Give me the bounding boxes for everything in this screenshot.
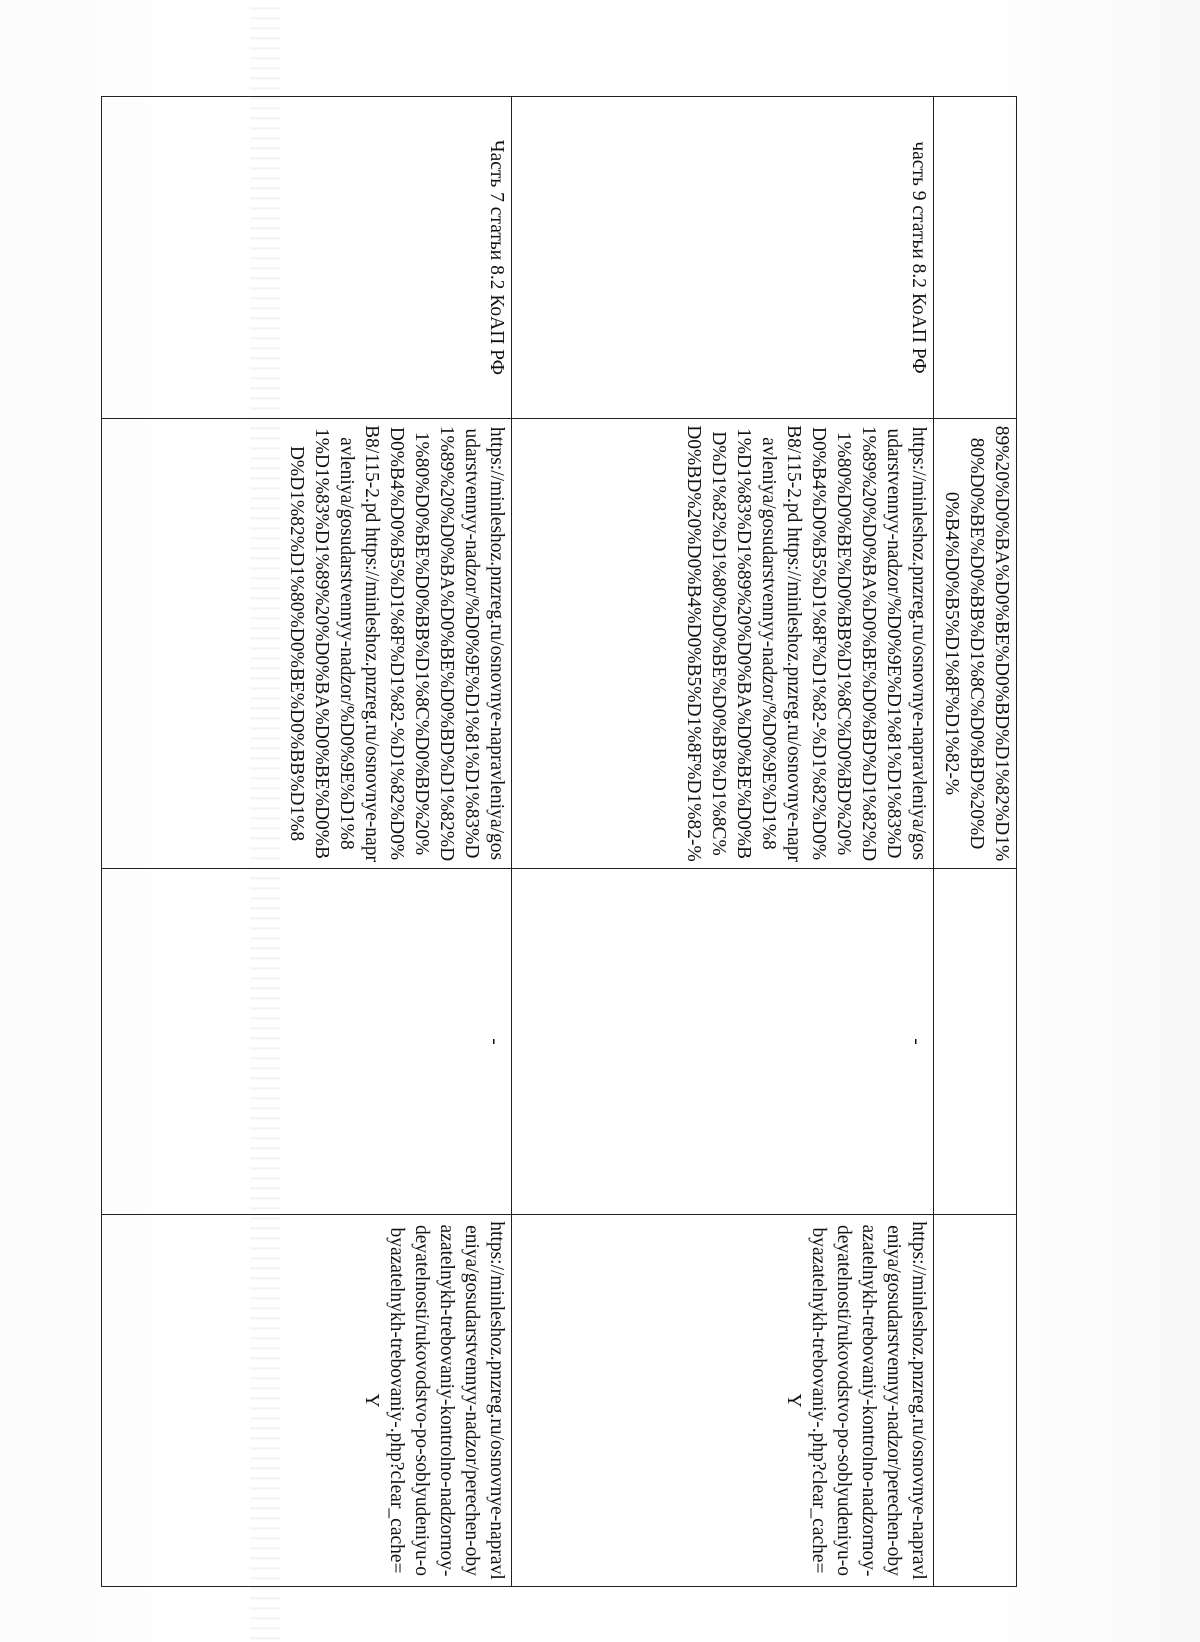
table-cell-extra <box>934 869 1017 1215</box>
requirements-table <box>101 96 1017 1587</box>
empty-dash: - <box>906 1038 927 1045</box>
empty-dash: - <box>484 1038 505 1045</box>
table-cell-document-link <box>934 419 1017 869</box>
table-cell-guidance-link <box>934 1215 1017 1587</box>
rotated-page-content <box>102 96 1017 1586</box>
cell-text: 89%20%D0%BA%D0%BE%D0%BD%D1%82%D1%80%D0%BE%D0%BB%D1%8C%D0%BD%20%D0%B4%D0%B5%D1%8F%D1%82-% <box>941 425 1012 862</box>
article-reference: часть 9 статьи 8.2 КоАП РФ <box>908 141 929 374</box>
table-cell-guidance-link[interactable] <box>512 1215 934 1587</box>
document-url[interactable]: https://minleshoz.pnzreg.ru/osnovnye-napravleniya/gosudarstvennyy-nadzor/%D0%9E%D1%81%D1%83%D1%89%20%D0%BA%D0%BE%D0%BD%D1%82%D1%80%D0%BE%D0%BB%D1%8C%D0%BD%20%D0%B4%D0%B5%D1%8F%D1%82-%D1%82%D0%B8/115-2.pd https://minleshoz.pnzreg.ru/osnovnye-napravleniya/gosudarstvennyy-nadzor/%D0%9E%D1%81%D1%83%D1%89%20%D0%BA%D0%BE%D0%BD%D1%82%D1%80%D0%BE%D0%BB%D1%8C%D0%BD%20%D0%B4%D0%B5%D1%8F%D1%82-% <box>683 425 929 862</box>
document-url[interactable]: https://minleshoz.pnzreg.ru/osnovnye-napravleniya/gosudarstvennyy-nadzor/%D0%9E%D1%81%D1%83%D1%89%20%D0%BA%D0%BE%D0%BD%D1%82%D1%80%D0%BE%D0%BB%D1%8C%D0%BD%20%D0%B4%D0%B5%D1%8F%D1%82-%D1%82%D0%B8/115-2.pd https://minleshoz.pnzreg.ru/osnovnye-napravleniya/gosudarstvennyy-nadzor/%D0%9E%D1%81%D1%83%D1%89%20%D0%BA%D0%BE%D0%BD%D1%82%D1%80%D0%BE%D0%BB%D1%8 <box>286 425 507 862</box>
table-cell-extra <box>512 869 934 1215</box>
table-cell-document-link[interactable] <box>512 419 934 869</box>
table-row <box>934 97 1017 1587</box>
table-cell-article <box>512 97 934 419</box>
table-row <box>102 97 512 1587</box>
guidance-url[interactable]: https://minleshoz.pnzreg.ru/osnovnye-napravleniya/gosudarstvennyy-nadzor/perechen-obyazatelnykh-trebovaniy-kontrolno-nadzornoy-deyatelnosti/rukovodstvo-po-soblyudeniyu-obyazatelnykh-trebovaniy-.php?clear_cache=Y <box>783 1221 929 1580</box>
table-cell-article <box>934 97 1017 419</box>
table-cell-document-link[interactable] <box>102 419 512 869</box>
table-cell-article <box>102 97 512 419</box>
guidance-url[interactable]: https://minleshoz.pnzreg.ru/osnovnye-napravleniya/gosudarstvennyy-nadzor/perechen-obyazatelnykh-trebovaniy-kontrolno-nadzornoy-deyatelnosti/rukovodstvo-po-soblyudeniyu-obyazatelnykh-trebovaniy-.php?clear_cache=Y <box>361 1221 507 1580</box>
table-row <box>512 97 934 1587</box>
table-cell-extra <box>102 869 512 1215</box>
article-reference: Часть 7 статьи 8.2 КоАП РФ <box>486 139 507 376</box>
table-cell-guidance-link[interactable] <box>102 1215 512 1587</box>
